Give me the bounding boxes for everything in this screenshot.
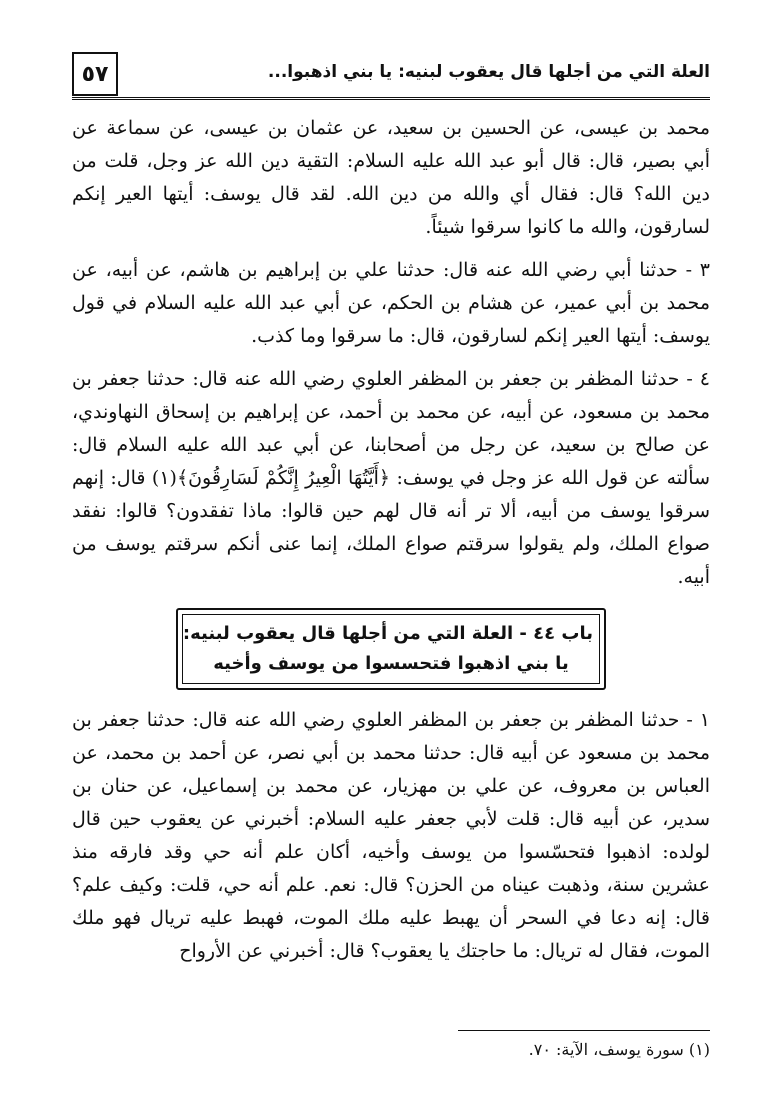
running-title: العلة التي من أجلها قال يعقوب لبنيه: يا بني اذهبوا... xyxy=(267,62,710,82)
chapter-heading xyxy=(182,614,600,684)
page-header xyxy=(72,52,710,100)
footnote: (١) سورة يوسف، الآية: ٧٠. xyxy=(528,1040,710,1059)
page-number: ٥٧ xyxy=(72,52,118,96)
page-body xyxy=(72,112,710,978)
paragraph: ٣ - حدثنا أبي رضي الله عنه قال: حدثنا علي بن إبراهيم بن هاشم، عن أبيه، عن محمد بن أبي عمير، عن هشام بن الحكم، عن أبي عبد الله عليه السلام في قول يوسف: أيتها العير إنكم لسارقون، قال: ما سرقوا وما كذب. xyxy=(72,259,710,347)
footnote-rule xyxy=(458,1030,710,1031)
chapter-heading-box xyxy=(176,608,606,690)
header-rule xyxy=(72,97,710,100)
paragraph: ١ - حدثنا المظفر بن جعفر بن المظفر العلوي رضي الله عنه قال: حدثنا جعفر بن محمد بن مسعود عن أبيه قال: حدثنا محمد بن أبي نصر، عن أحمد بن محمد، عن العباس بن معروف، عن علي بن مهزيار، عن محمد بن إسماعيل، عن حنان بن سدير، عن أبيه قال: قلت لأبي جعفر عليه السلام: أخبرني عن يعقوب حين قال لولده: اذهبوا فتحسّسوا من يوسف وأخيه، أكان علم أنه حي وقد فارقه منذ عشرين سنة، وذهبت عيناه من الحزن؟ قال: نعم. علم أنه حي، قلت: وكيف علم؟ قال: إنه دعا في السحر أن يهبط عليه ملك الموت، فهبط عليه تريال فهو ملك الموت، فقال له تريال: ما حاجتك يا يعقوب؟ قال: أخبرني عن الأرواح xyxy=(72,709,710,962)
chapter-heading-line-1: باب ٤٤ - العلة التي من أجلها قال يعقوب لبنيه: xyxy=(182,623,593,644)
paragraph: ٤ - حدثنا المظفر بن جعفر بن المظفر العلوي رضي الله عنه قال: حدثنا جعفر بن محمد بن مسعود، عن أبيه، عن محمد بن أحمد، عن إبراهيم بن إسحاق النهاوندي، عن صالح بن سعيد، عن رجل من أصحابنا، عن أبي عبد الله عليه السلام قال: سألته عن قول الله عز وجل في يوسف: ﴿أَيَّتُهَا الْعِيرُ إِنَّكُمْ لَسَارِقُونَ﴾(١) قال: إنهم سرقوا يوسف من أبيه، ألا تر أنه قال لهم حين قالوا: ماذا تفقدون؟ قالوا: نفقد صواع الملك، ولم يقولوا سرقتم صواع الملك، إنما عنى أنكم سرقتم يوسف من أبيه. xyxy=(72,368,710,588)
paragraph: محمد بن عيسى، عن الحسين بن سعيد، عن عثمان بن عيسى، عن سماعة عن أبي بصير، قال: قال أبو عبد الله عليه السلام: التقية دين الله عز وجل، قلت من دين الله؟ قال: فقال أي والله من دين الله. لقد قال يوسف: أيتها العير إنكم لسارقون، والله ما كانوا سرقوا شيئاً. xyxy=(72,117,710,238)
chapter-heading-line-2: يا بني اذهبوا فتحسسوا من يوسف وأخيه xyxy=(213,653,569,674)
